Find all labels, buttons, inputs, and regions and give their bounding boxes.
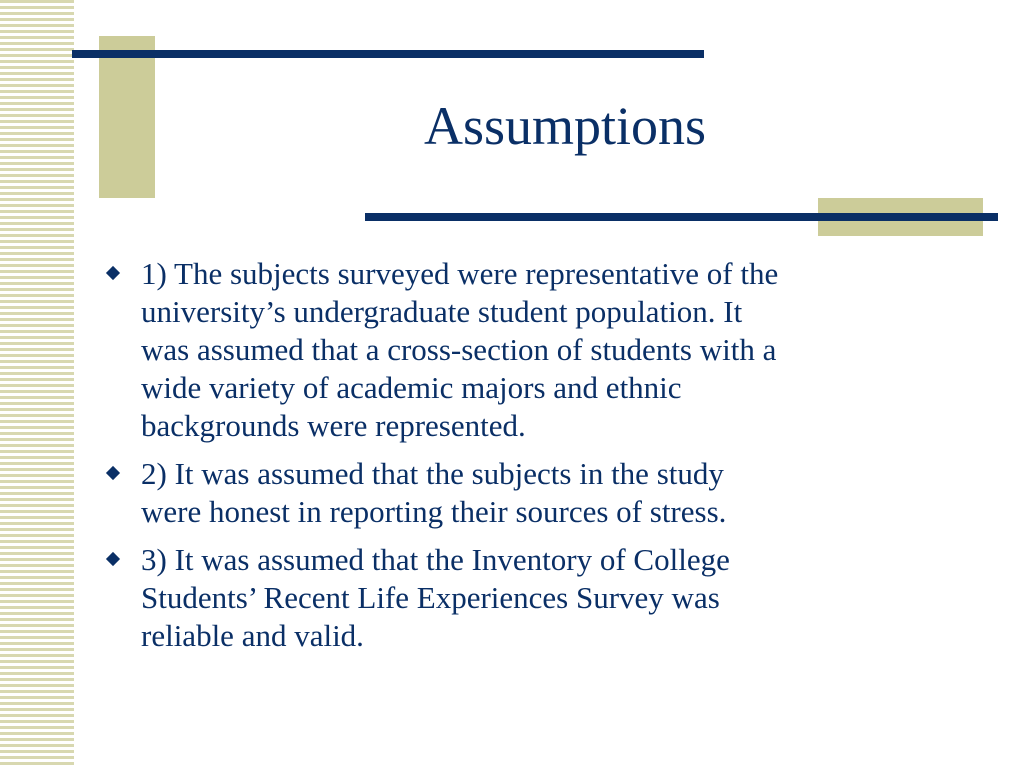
bullet-line: Students’ Recent Life Experiences Survey was xyxy=(141,580,720,615)
striped-side-panel xyxy=(0,0,74,768)
bullet-line: 3) It was assumed that the Inventory of College xyxy=(141,542,730,577)
bullet-line: 1) The subjects surveyed were representative of the xyxy=(141,256,779,291)
bullet-item xyxy=(104,541,984,655)
bullet-list xyxy=(104,255,984,665)
bullet-item xyxy=(104,255,984,445)
accent-block-top xyxy=(99,36,155,198)
bullet-item xyxy=(104,455,984,531)
bullet-line: backgrounds were represented. xyxy=(141,408,526,443)
bullet-line: wide variety of academic majors and ethnic xyxy=(141,370,682,405)
title-rule-top xyxy=(72,50,704,58)
diamond-bullet-icon xyxy=(106,266,120,280)
bullet-line: 2) It was assumed that the subjects in the study xyxy=(141,456,724,491)
title-rule-bottom xyxy=(365,213,998,221)
diamond-bullet-icon xyxy=(106,552,120,566)
diamond-bullet-icon xyxy=(106,466,120,480)
bullet-line: university’s undergraduate student population. It xyxy=(141,294,743,329)
slide-title: Assumptions xyxy=(423,96,707,156)
bullet-line: were honest in reporting their sources of stress. xyxy=(141,494,727,529)
bullet-line: reliable and valid. xyxy=(141,618,364,653)
bullet-line: was assumed that a cross-section of students with a xyxy=(141,332,777,367)
